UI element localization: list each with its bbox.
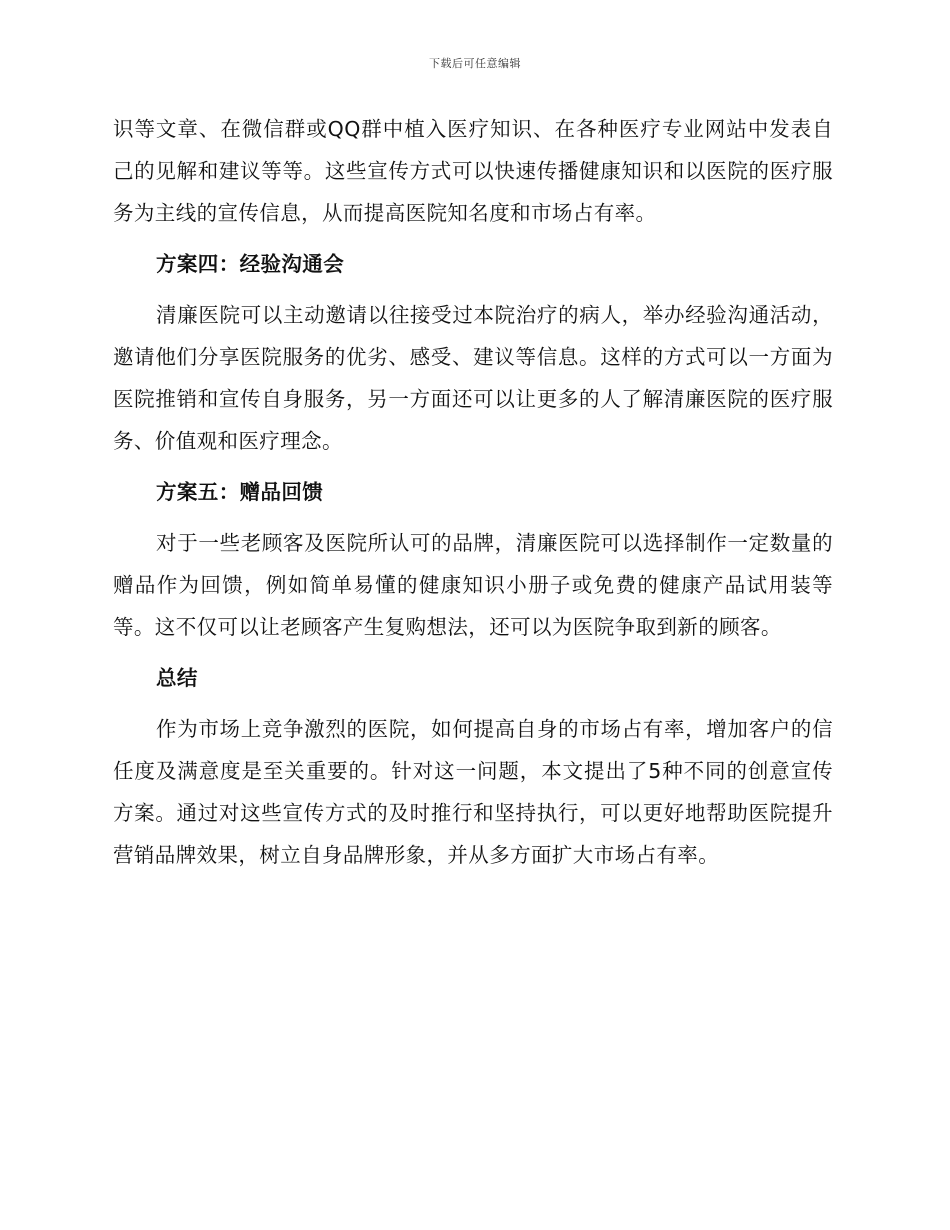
paragraph-summary: 作为市场上竞争激烈的医院，如何提高自身的市场占有率，增加客户的信任度及满意度是至关重要的。针对这一问题，本文提出了5种不同的创意宣传方案。通过对这些宣传方式的及时推行和坚持执行，可以更好地帮助医院提升营销品牌效果，树立自身品牌形象，并从多方面扩大市场占有率。 [113, 717, 833, 867]
page-header: 下载后可任意编辑 [429, 57, 521, 70]
paragraph-intro-continued: 识等文章、在微信群或QQ群中植入医疗知识、在各种医疗专业网站中发表自己的见解和建议等等。这些宣传方式可以快速传播健康知识和以医院的医疗服务为主线的宣传信息，从而提高医院知名度和市场占有率。 [113, 117, 833, 225]
heading-plan-five: 方案五：赠品回馈 [156, 480, 324, 504]
heading-plan-four: 方案四：经验沟通会 [156, 252, 345, 276]
paragraph-plan-five: 对于一些老顾客及医院所认可的品牌，清廉医院可以选择制作一定数量的赠品作为回馈，例如简单易懂的健康知识小册子或免费的健康产品试用装等等。这不仅可以让老顾客产生复购想法，还可以为医院争取到新的顾客。 [113, 531, 833, 639]
document-body [113, 108, 833, 885]
paragraph-plan-four: 清廉医院可以主动邀请以往接受过本院治疗的病人，举办经验沟通活动，邀请他们分享医院服务的优劣、感受、建议等信息。这样的方式可以一方面为医院推销和宣传自身服务，另一方面还可以让更多的人了解清廉医院的医疗服务、价值观和医疗理念。 [113, 303, 833, 453]
heading-summary: 总结 [156, 666, 198, 690]
